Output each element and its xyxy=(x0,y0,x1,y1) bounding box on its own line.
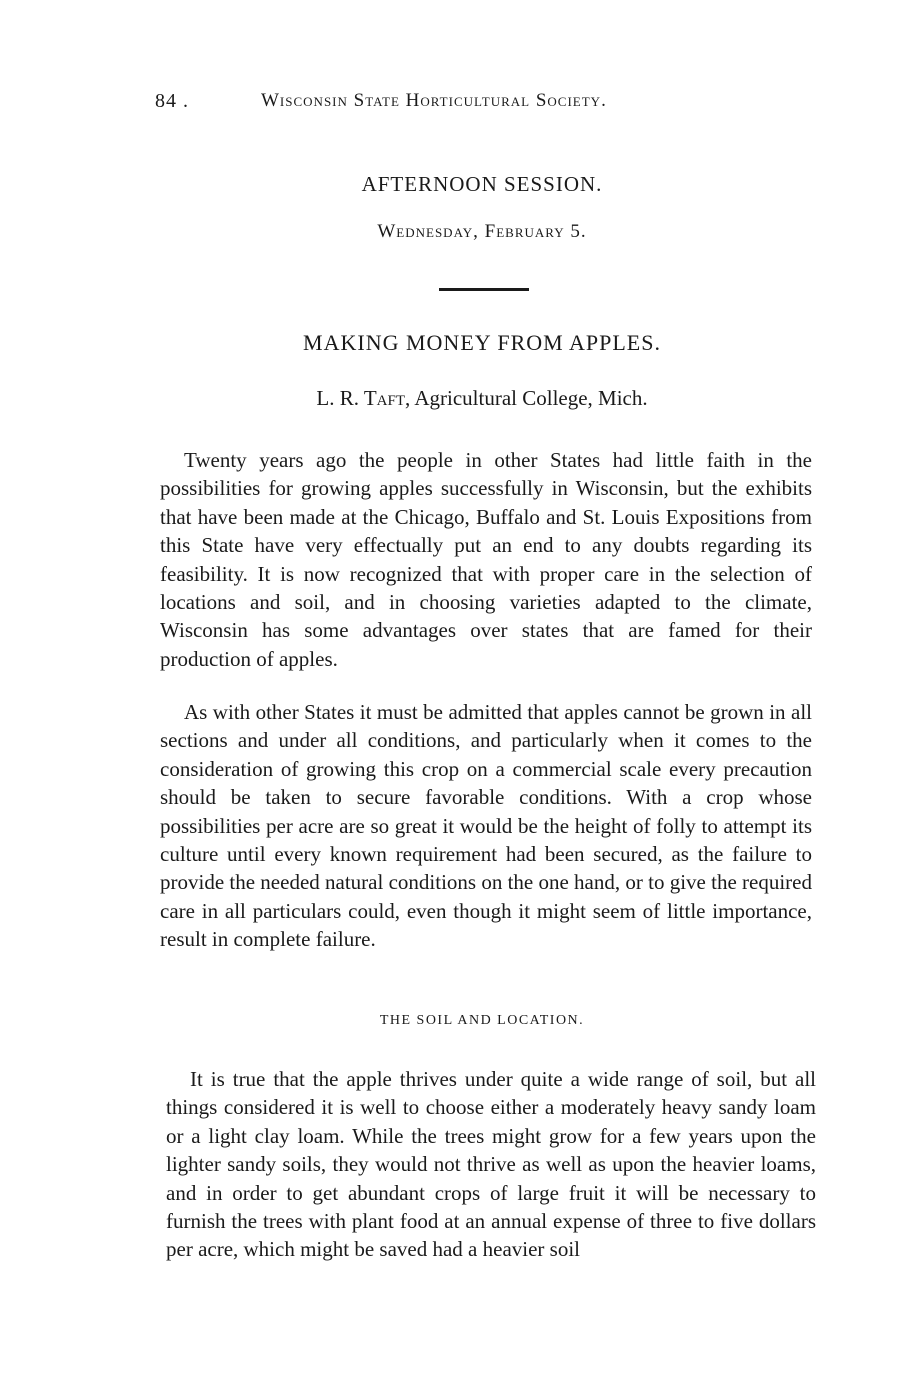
paragraph: Twenty years ago the people in other States had little faith in the possibilities for growing apples successfully in Wisconsin, but the exhibits that have been made at the Chicago, Buffalo and St. Louis Expositions from this State have very effectually put an end to any doubts regarding its feasibility. It is now recognized that with proper care in the selection of locations and soil, and in choosing varieties adapted to the climate, Wisconsin has some advantages over states that are famed for their production of apples. xyxy=(160,448,812,671)
body-text-block xyxy=(160,446,812,673)
running-head xyxy=(155,90,755,118)
article-title: MAKING MONEY FROM APPLES. xyxy=(303,330,661,355)
page-number: 84 . xyxy=(155,90,189,112)
session-title: AFTERNOON SESSION. xyxy=(361,172,603,196)
section-divider xyxy=(439,288,529,291)
body-text-block xyxy=(160,698,812,954)
section-heading: THE SOIL AND LOCATION. xyxy=(379,1013,585,1028)
byline xyxy=(0,386,904,411)
session-date: Wednesday, February 5. xyxy=(377,221,587,242)
body-text-block xyxy=(166,1065,816,1264)
paragraph: It is true that the apple thrives under quite a wide range of soil, but all things considered it is well to choose either a moderately heavy sandy loam or a light clay loam. While the trees might grow for a few years upon the lighter sandy soils, they would not thrive as well as upon the heavier loams, and in order to get abundant crops of large fruit it will be necessary to furnish the trees with plant food at an annual expense of three to five dollars per acre, which might be saved had a heavier soil xyxy=(166,1067,816,1262)
author-name: L. R. Taft, xyxy=(316,386,411,410)
journal-title: Wisconsin State Horticultural Society. xyxy=(261,90,607,111)
paragraph: As with other States it must be admitted that apples cannot be grown in all sections and under all conditions, and particularly when it comes to the consideration of growing this crop on a commercial scale every precaution should be taken to secure favorable conditions. With a crop whose possibilities per acre are so great it would be the height of folly to attempt its culture until every known requirement had been secured, as the failure to provide the needed natural conditions on the one hand, or to give the required care in all particulars could, even though it might seem of little importance, result in complete failure. xyxy=(160,700,812,952)
author-affiliation: Agricultural College, Mich. xyxy=(414,386,648,410)
